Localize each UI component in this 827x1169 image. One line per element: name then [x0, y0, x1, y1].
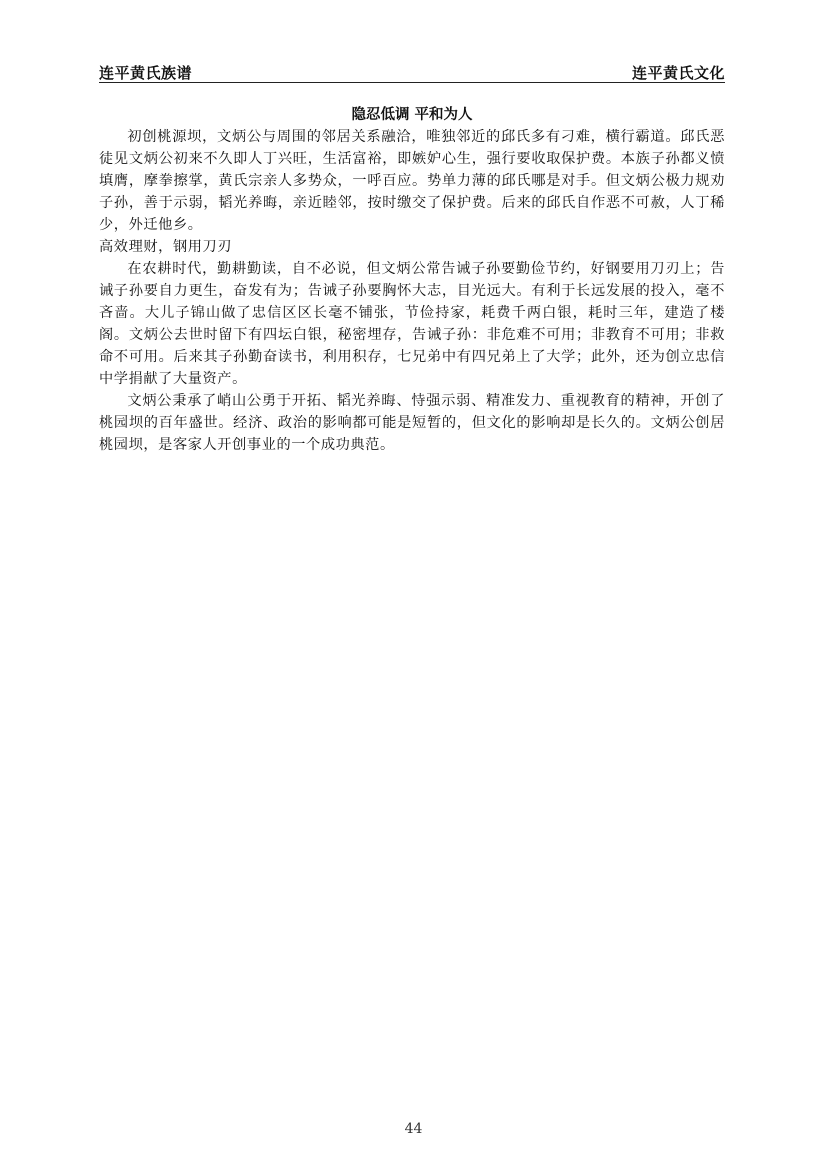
paragraph-legacy: 文炳公秉承了峭山公勇于开拓、韬光养晦、恃强示弱、精准发力、重视教育的精神，开创了桃园坝的百年盛世。经济、政治的影响都可能是短暂的，但文化的影响却是长久的。文炳公创居桃园坝，是客家人开创事业的一个成功典范。 [99, 393, 725, 453]
page-header [99, 60, 725, 83]
header-right-title: 连平黄氏文化 [631, 64, 725, 82]
subheading: 高效理财，钢用刀刃 [99, 239, 233, 255]
header-left-title: 连平黄氏族谱 [99, 64, 193, 82]
page-number: 44 [404, 1121, 423, 1137]
document-body [99, 104, 725, 456]
paragraph-finance: 在农耕时代，勤耕勤读，自不必说，但文炳公常告诫子孙要勤俭节约，好钢要用刀刃上；告诫子孙要自力更生，奋发有为；告诫子孙要胸怀大志，目光远大。有利于长远发展的投入，毫不吝啬。大儿子锦山做了忠信区区长毫不铺张，节俭持家，耗费千两白银，耗时三年，建造了楼阁。文炳公去世时留下有四坛白银，秘密埋存，告诫子孙：非危难不可用；非教育不可用；非救命不可用。后来其子孙勤奋读书，利用积存，七兄弟中有四兄弟上了大学；此外，还为创立忠信中学捐献了大量资产。 [99, 261, 725, 387]
section-title: 隐忍低调 平和为人 [351, 107, 473, 123]
paragraph-intro: 初创桃源坝，文炳公与周围的邻居关系融洽，唯独邻近的邱氏多有刁难，横行霸道。邱氏恶徒见文炳公初来不久即人丁兴旺，生活富裕，即嫉妒心生，强行要收取保护费。本族子孙都义愤填膺，摩拳擦掌，黄氏宗亲人多势众，一呼百应。势单力薄的邱氏哪是对手。但文炳公极力规劝子孙，善于示弱，韬光养晦，亲近睦邻，按时缴交了保护费。后来的邱氏自作恶不可赦，人丁稀少，外迁他乡。 [99, 129, 725, 233]
